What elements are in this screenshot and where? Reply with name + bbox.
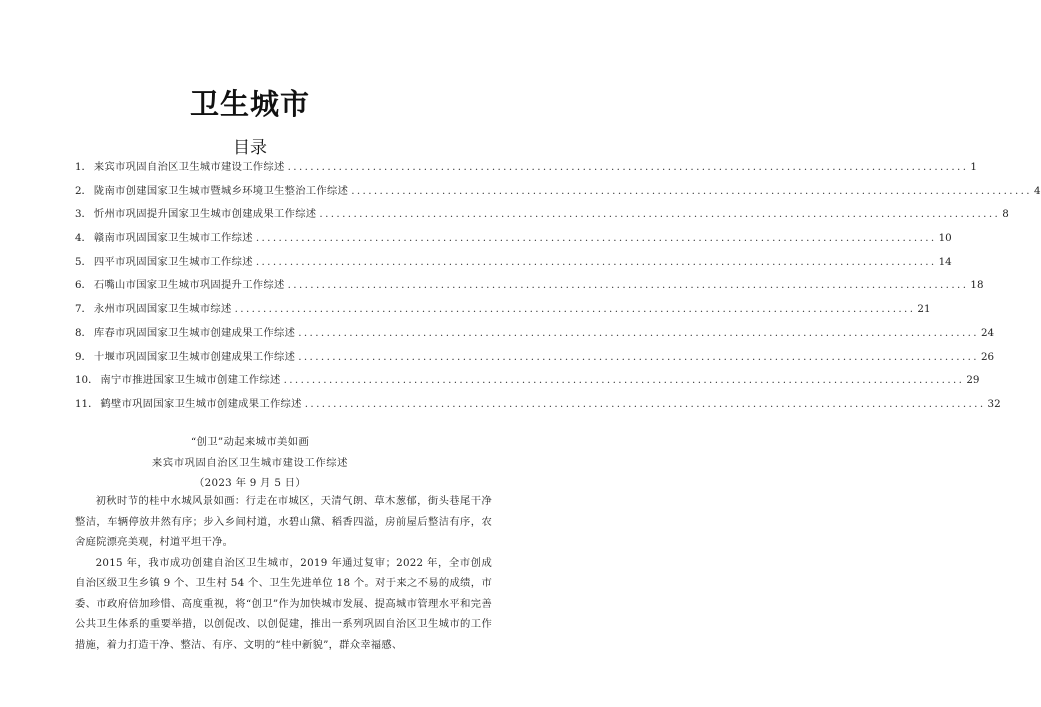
toc-entry[interactable] (75, 205, 1009, 229)
toc-entry-title: 四平市巩固国家卫生城市工作综述 (93, 255, 253, 268)
toc-entry-page: 8 (1002, 208, 1009, 221)
toc-entry[interactable] (75, 371, 980, 395)
toc-entry-title: 十堰市巩固国家卫生城市创建成果工作综述 (93, 350, 296, 363)
toc-entry[interactable] (75, 348, 995, 372)
toc-dot-leader: ........................................................................................................................ (234, 303, 916, 316)
toc-entry-number: 7． (75, 303, 92, 316)
toc-entry-page: 21 (917, 303, 931, 316)
toc-dot-leader: ........................................................................................................................ (351, 184, 1032, 197)
toc-entry-number: 3． (75, 208, 92, 221)
toc-entry[interactable] (75, 276, 984, 300)
toc-dot-leader: ........................................................................................................................ (283, 374, 965, 387)
toc-entry-title: 来宾市巩固自治区卫生城市建设工作综述 (93, 161, 285, 173)
toc-dot-leader: ........................................................................................................................ (298, 350, 979, 363)
toc-entry-number: 6． (75, 279, 92, 292)
toc-entry-title: 南宁市推进国家卫生城市创建工作综述 (100, 374, 281, 387)
toc-entry-page: 14 (938, 255, 952, 268)
toc-dot-leader: ........................................................................................................................ (298, 326, 979, 339)
toc-entry-number: 2． (75, 184, 92, 197)
toc-entry-page: 24 (980, 326, 995, 339)
toc-entry-title: 石嘴山市国家卫生城市巩固提升工作综述 (93, 279, 285, 292)
toc-dot-leader: ........................................................................................................................ (255, 255, 937, 268)
toc-entry[interactable] (75, 229, 952, 253)
toc-entry-number: 4． (75, 232, 92, 245)
toc-entry-title: 陇南市创建国家卫生城市暨城乡环境卫生整治工作综述 (93, 184, 349, 197)
document-title: 卫生城市 (189, 87, 310, 121)
toc-entry-title: 赣南市巩固国家卫生城市工作综述 (93, 232, 253, 245)
toc-entry[interactable] (75, 158, 977, 182)
toc-entry-page: 26 (980, 350, 995, 363)
toc-dot-leader: ........................................................................................................................ (255, 232, 937, 245)
toc-dot-leader: ........................................................................................................................ (304, 397, 986, 410)
toc-entry[interactable] (75, 253, 952, 277)
toc-entry-page: 18 (970, 279, 984, 292)
article-date: （2023 年 9 月 5 日） (194, 477, 306, 489)
toc-entry-page: 10 (938, 232, 952, 245)
toc-entry-number: 11． (75, 397, 99, 410)
table-of-contents (75, 158, 1041, 419)
toc-entry-number: 10． (75, 374, 99, 387)
toc-dot-leader: ........................................................................................................................ (287, 161, 969, 173)
toc-entry-page: 29 (966, 374, 980, 387)
toc-dot-leader: ........................................................................................................................ (287, 279, 969, 292)
toc-entry[interactable] (75, 395, 1001, 419)
article-body (75, 491, 492, 655)
toc-entry-title: 库春市巩固国家卫生城市创建成果工作综述 (93, 326, 296, 339)
article-paragraph: 2015 年，我市成功创建自治区卫生城市，2019 年通过复审；2022 年，全市创成自治区级卫生乡镇 9 个、卫生村 54 个、卫生先进单位 18 个。对于来之不易的成绩，市委、市政府倍加珍惜、高度重视，将“创卫”作为加快城市发展、提高城市管理水平和完善公共卫生体系的重要举措，以创促改、以创促建，推出一系列巩固自治区卫生城市的工作措施，着力打造干净、整洁、有序、文明的“桂中新貌”，群众幸福感、 (75, 556, 492, 651)
toc-entry-title: 忻州市巩固提升国家卫生城市创建成果工作综述 (93, 208, 317, 221)
toc-entry-page: 32 (987, 397, 1001, 410)
toc-entry[interactable] (75, 182, 1041, 206)
toc-entry-number: 5． (75, 255, 92, 268)
toc-entry[interactable] (75, 300, 931, 324)
article-title: 来宾市巩固自治区卫生城市建设工作综述 (151, 457, 349, 469)
toc-entry-number: 9． (75, 350, 92, 363)
toc-entry[interactable] (75, 324, 995, 348)
toc-entry-title: 永州市巩固国家卫生城市综述 (93, 303, 232, 316)
toc-entry-page: 1 (970, 161, 977, 173)
toc-heading: 目录 (233, 138, 267, 158)
toc-dot-leader: ........................................................................................................................ (319, 208, 1001, 221)
toc-entry-number: 8． (75, 326, 92, 339)
article-paragraph: 初秋时节的桂中水城风景如画：行走在市城区，天清气朗、草木葱郁，街头巷尾干净整洁，车辆停放井然有序；步入乡间村道，水碧山黛、稻香四溢，房前屋后整洁有序，农舍庭院漂亮美观，村道平坦干净。 (75, 495, 492, 548)
toc-entry-number: 1． (75, 161, 92, 173)
toc-entry-title: 鹤壁市巩固国家卫生城市创建成果工作综述 (100, 397, 302, 410)
article-subtitle: “创卫”动起来城市美如画 (190, 436, 310, 448)
toc-entry-page: 4 (1033, 184, 1041, 197)
